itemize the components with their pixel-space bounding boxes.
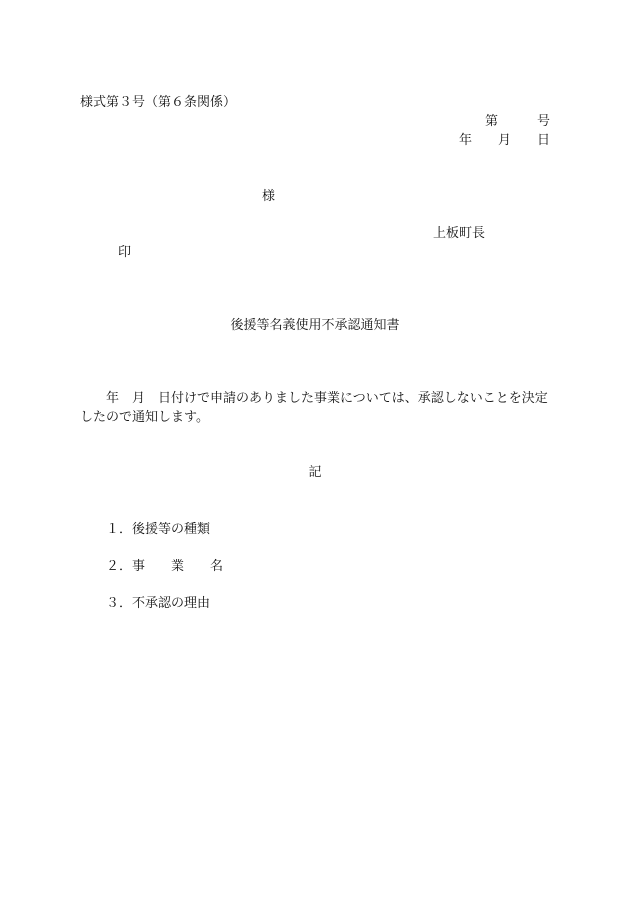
body-text-line-1: 年 月 日付けで申請のありました事業については、承認しないことを決定 bbox=[80, 391, 548, 406]
body-text-line-2: したので通知します。 bbox=[80, 410, 209, 425]
addressee-suffix: 様 bbox=[262, 189, 276, 204]
list-item-project-name: ２．事 業 名 bbox=[106, 559, 224, 574]
document-number-line: 第 号 bbox=[484, 114, 550, 129]
ki-heading: 記 bbox=[308, 465, 322, 480]
list-item-rejection-reason: ３．不承認の理由 bbox=[106, 596, 211, 611]
list-item-sponsorship-type: １．後援等の種類 bbox=[106, 522, 211, 537]
date-line: 年 月 日 bbox=[458, 133, 550, 148]
sender-title: 上板町長 bbox=[433, 226, 486, 241]
form-label: 様式第３号（第６条関係） bbox=[80, 95, 237, 110]
document-title: 後援等名義使用不承認通知書 bbox=[230, 318, 400, 333]
seal-mark: 印 bbox=[118, 245, 132, 260]
